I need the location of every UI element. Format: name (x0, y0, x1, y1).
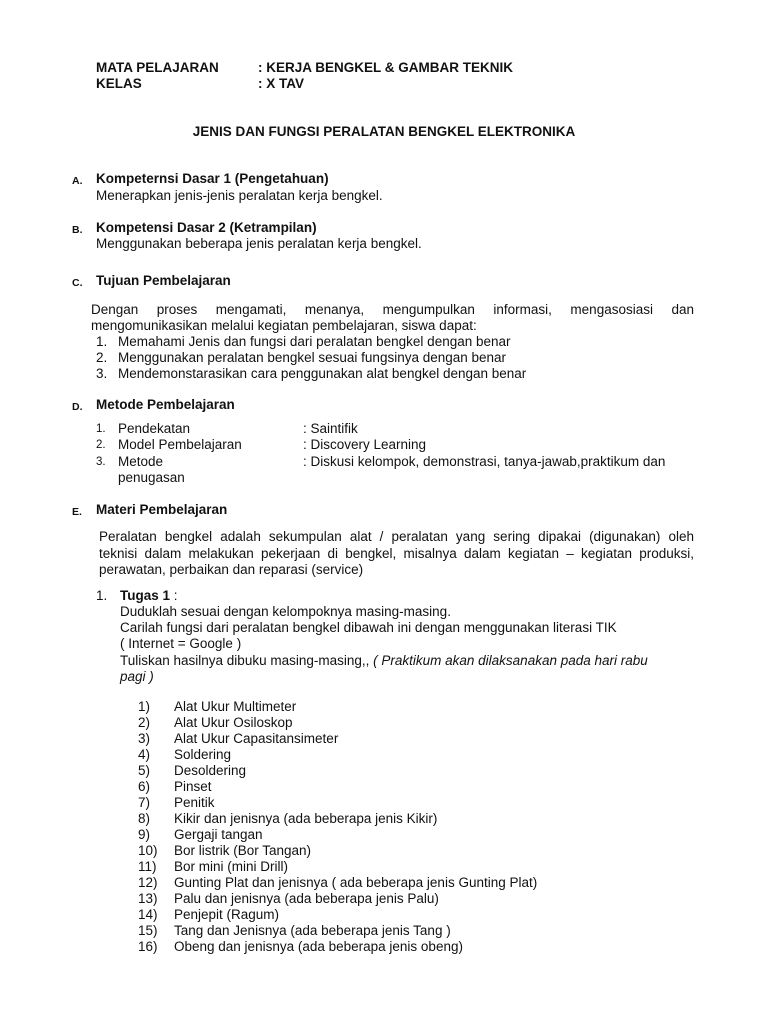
section-b-letter: B. (72, 224, 83, 236)
tool-num: 9) (138, 827, 151, 842)
method-3-num: 3. (96, 456, 106, 468)
objective-2-text: Menggunakan peralatan bengkel sesuai fungsinya dengan benar (118, 350, 507, 365)
tool-item: Alat Ukur Capasitansimeter (174, 731, 339, 746)
tool-item: Penitik (174, 795, 215, 810)
task-title-row (120, 588, 178, 604)
class-label: KELAS (96, 76, 142, 91)
tool-num: 2) (138, 715, 151, 730)
section-e-letter: E. (72, 506, 82, 518)
tool-item: Obeng dan jenisnya (ada beberapa jenis obeng) (174, 939, 463, 954)
document-title: JENIS DAN FUNGSI PERALATAN BENGKEL ELEKTRONIKA (192, 124, 576, 139)
section-b-title: Kompetensi Dasar 2 (Ketrampilan) (96, 220, 317, 235)
tool-num: 4) (138, 747, 151, 762)
tool-item: Pinset (174, 779, 212, 794)
method-1-num: 1. (96, 423, 106, 435)
subject-value: : KERJA BENGKEL & GAMBAR TEKNIK (258, 60, 514, 75)
tool-item: Tang dan Jenisnya (ada beberapa jenis Tang ) (174, 923, 451, 938)
objective-1-num: 1. (96, 334, 108, 349)
tool-item: Penjepit (Ragum) (174, 907, 280, 922)
section-c-intro-line1: Dengan proses mengamati, menanya, mengumpulkan informasi, mengasosiasi dan (91, 302, 694, 317)
tool-item: Kikir dan jenisnya (ada beberapa jenis Kikir) (174, 811, 438, 826)
section-a-title: Kompeternsi Dasar 1 (Pengetahuan) (96, 171, 329, 186)
subject-label: MATA PELAJARAN (96, 60, 219, 75)
tool-item: Gergaji tangan (174, 827, 263, 842)
section-e-para-line2: teknisi dalam melakukan pekerjaan di bengkel, misalnya dalam kegiatan – kegiatan produksi, (99, 546, 694, 561)
method-1-value: : Saintifik (303, 421, 358, 436)
tool-num: 12) (138, 875, 158, 890)
task-line-2: Carilah fungsi dari peralatan bengkel dibawah ini dengan menggunakan literasi TIK (120, 620, 617, 635)
tool-item: Soldering (174, 747, 232, 762)
task-line-4 (120, 653, 648, 669)
tool-num: 1) (138, 699, 151, 714)
section-c-intro-line2: mengomunikasikan melalui kegiatan pembelajaran, siswa dapat: (91, 318, 477, 333)
tool-num: 13) (138, 891, 158, 906)
tool-num: 14) (138, 907, 158, 922)
method-1-label: Pendekatan (118, 421, 191, 436)
tool-num: 8) (138, 811, 151, 826)
method-2-num: 2. (96, 439, 106, 451)
method-3-continuation: penugasan (118, 470, 185, 485)
tool-item: Desoldering (174, 763, 247, 778)
tool-item: Bor mini (mini Drill) (174, 859, 288, 874)
section-e-para-line1: Peralatan bengkel adalah sekumpulan alat / peralatan yang sering dipakai (digunakan) oleh (99, 529, 694, 544)
tool-num: 11) (138, 859, 157, 874)
tool-item: Bor listrik (Bor Tangan) (174, 843, 312, 858)
class-value: : X TAV (258, 76, 304, 91)
objective-2-num: 2. (96, 350, 108, 365)
tool-item: Palu dan jenisnya (ada beberapa jenis Palu) (174, 891, 439, 906)
section-d-letter: D. (72, 401, 83, 413)
tool-num: 16) (138, 939, 158, 954)
section-e-title: Materi Pembelajaran (96, 502, 228, 517)
objective-1-text: Memahami Jenis dan fungsi dari peralatan bengkel dengan benar (118, 334, 511, 349)
task-line-3: ( Internet = Google ) (120, 636, 242, 651)
method-2-value: : Discovery Learning (303, 437, 427, 452)
section-c-title: Tujuan Pembelajaran (96, 273, 231, 288)
tool-num: 7) (138, 795, 151, 810)
task-line-4-italic: ( Praktikum akan dilaksanakan pada hari rabu (373, 653, 648, 668)
tool-num: 15) (138, 923, 158, 938)
tool-item: Alat Ukur Osiloskop (174, 715, 293, 730)
task-line-4-plain: Tuliskan hasilnya dibuku masing-masing,, (120, 653, 374, 668)
section-d-title: Metode Pembelajaran (96, 397, 235, 412)
method-2-label: Model Pembelajaran (118, 437, 242, 452)
method-3-label: Metode (118, 454, 164, 469)
task-title: Tugas 1 (120, 588, 171, 603)
objective-3-num: 3. (96, 366, 108, 381)
section-b-text: Menggunakan beberapa jenis peralatan kerja bengkel. (96, 236, 422, 251)
task-line-5: pagi ) (120, 669, 154, 684)
tool-item: Alat Ukur Multimeter (174, 699, 297, 714)
section-a-letter: A. (72, 175, 83, 187)
section-e-para-line3: perawatan, perbaikan dan reparasi (service) (99, 562, 364, 577)
task-title-suffix: : (170, 588, 178, 603)
section-a-text: Menerapkan jenis-jenis peralatan kerja bengkel. (96, 188, 383, 203)
task-line-1: Duduklah sesuai dengan kelompoknya masing-masing. (120, 604, 451, 619)
tool-num: 6) (138, 779, 151, 794)
objective-3-text: Mendemonstarasikan cara penggunakan alat bengkel dengan benar (118, 366, 527, 381)
tool-item: Gunting Plat dan jenisnya ( ada beberapa jenis Gunting Plat) (174, 875, 538, 890)
tool-num: 10) (138, 843, 158, 858)
tool-num: 3) (138, 731, 151, 746)
method-3-value: : Diskusi kelompok, demonstrasi, tanya-jawab,praktikum dan (303, 454, 666, 469)
section-c-letter: C. (72, 277, 83, 289)
task-num: 1. (96, 588, 108, 603)
tool-num: 5) (138, 763, 151, 778)
